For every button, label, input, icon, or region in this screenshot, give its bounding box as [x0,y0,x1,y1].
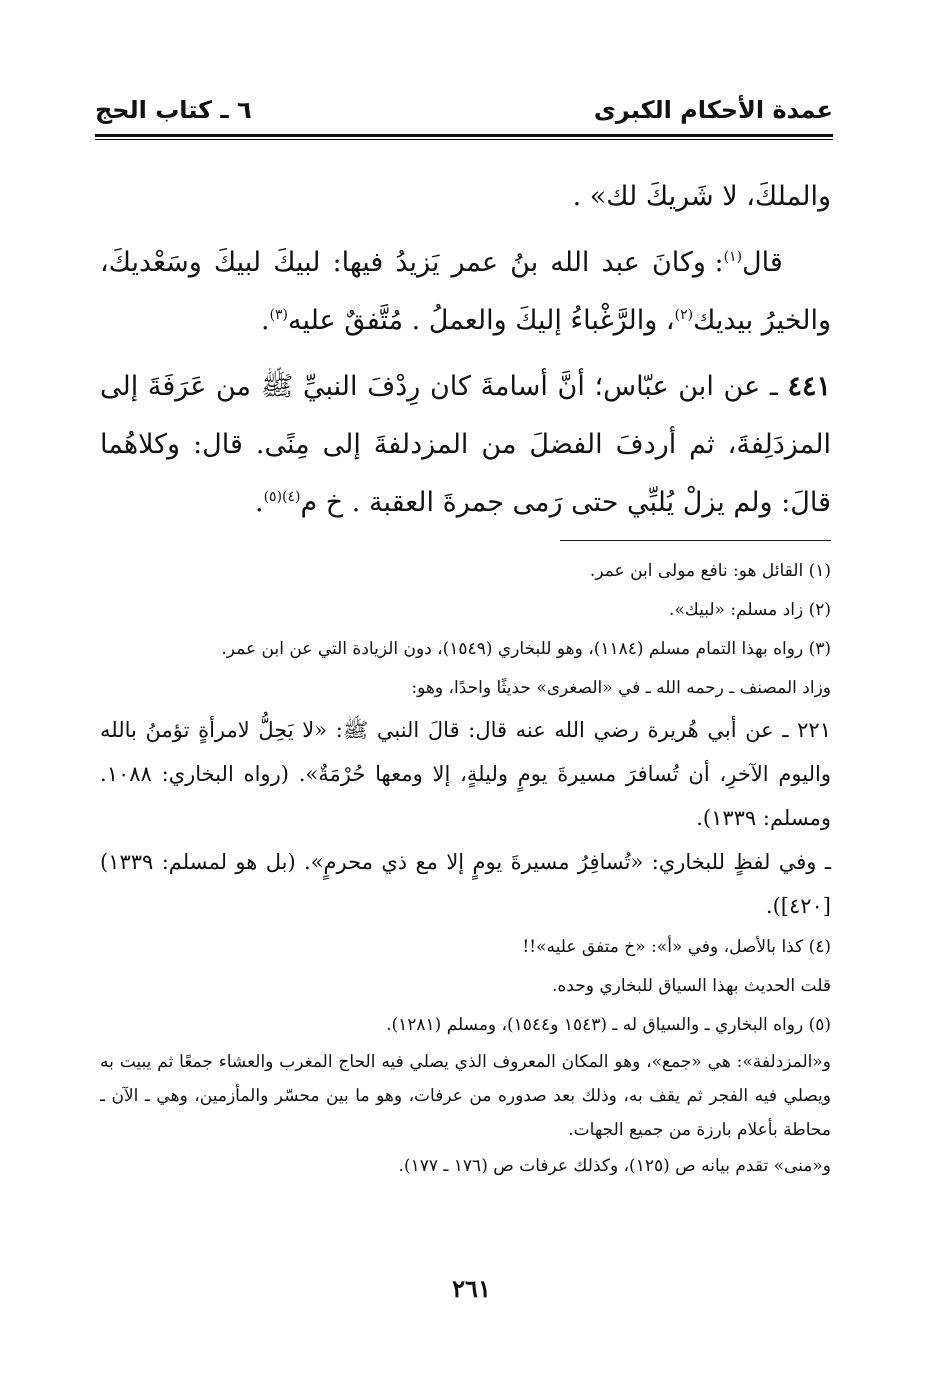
quoted-hadith-221: ٢٢١ ـ عن أبي هُريرة رضي الله عنه قال: قالَ النبي ﷺ: «لا يَحِلُّ لامرأةٍ تؤمنُ بالله واليوم الآخرِ، أن تُسافرَ مسيرةَ يومٍ وليلةٍ، إلا ومعها حُرْمَةٌ». (رواه البخاري: ١٠٨٨. ومسلم: ١٣٣٩). [100,718,831,830]
footnote-5: (٥) رواه البخاري ـ والسياق له ـ (١٥٤٣ و١٥٤٤)، ومسلم (١٢٨١). [386,1015,831,1035]
paragraph-2-text-c: ، والرَّغْباءُ إليكَ والعملُ . مُتَّفقٌ عليه [288,305,675,336]
hadith-441 [100,358,831,532]
footnote-5-mina: و«منى» تقدم بيانه ص (١٢٥)، وكذلك عرفات ص (١٧٦ ـ ١٧٧). [398,1156,831,1176]
footnote-2: (٢) زاد مسلم: «لبيك». [668,600,831,620]
page-number: ٢٦١ [452,1274,491,1303]
footnote-ref-1[interactable]: (١) [723,249,743,265]
chapter-title: ٦ ـ كتاب الحج [95,96,252,124]
paragraph-2-text-b: : وكانَ عبد الله بنُ عمر يَزيدُ فيها: لبيكَ لبيكَ وسَعْديكَ، والخيرُ بيديك [100,247,831,336]
footnote-5-muzdalifa: و«المزدلفة»: هي «جمع»، وهو المكان المعروف الذي يصلي فيه الحاج المغرب والعشاء جمعًا ثم يبيت به ويصلي فيه الفجر ثم يقف به، وذلك بعد صدوره من عرفات، وهو ما بين محسّر والمأزمين، وهي ـ الآن ـ محاطة بأعلام بارزة من جميع الجهات. [100,1052,831,1140]
footnote-3-continued: وزاد المصنف ـ رحمه الله ـ في «الصغرى» حديثًا واحدًا، وهو: [411,678,831,698]
hadith-end: . [254,487,264,518]
footnote-separator [560,540,831,541]
quoted-hadith-variant: ـ وفي لفظٍ للبخاري: «تُسافِرُ مسيرةَ يومٍ إلا مع ذي محرمٍ». (بل هو لمسلم: ١٣٣٩)[٤٢٠]). [100,850,831,918]
hadith-text: ـ عن ابن عبّاس؛ أنَّ أسامةَ كان رِدْفَ النبيِّ ﷺ من عَرَفَةَ إلى المزدَلِفةَ، ثم أردفَ الفضلَ من المزدلفةَ إلى مِنًى. قال: وكلاهُما قالَ: ولم يزلْ يُلبِّي حتى رَمى جمرةَ العقبة . خ م [100,371,831,518]
footnote-ref-4-5[interactable]: (٤)(٥) [263,489,301,505]
footnote-3: (٣) رواه بهذا التمام مسلم (١١٨٤)، وهو للبخاري (١٥٤٩)، دون الزيادة التي عن ابن عمر. [221,639,831,659]
footnote-1: (١) القائل هو: نافع مولى ابن عمر. [589,561,831,581]
paragraph-2-text-a: قال [742,247,783,278]
header-rule-thin [95,139,833,140]
book-title: عمدة الأحكام الكبرى [593,96,833,124]
footnote-ref-2[interactable]: (٢) [674,307,694,323]
quoted-hadith [100,708,831,928]
footnote-ref-3[interactable]: (٣) [269,307,288,323]
hadith-number: ٤٤١ [787,371,831,402]
paragraph-2 [100,234,831,350]
footnote-4-continued: قلت الحديث بهذا السياق للبخاري وحده. [551,976,831,996]
footnote-4: (٤) كذا بالأصل، وفي «أ»: «خ متفق عليه»!! [522,937,831,957]
paragraph-1: والملكَ، لا شَريكَ لك» . [572,181,831,212]
paragraph-2-text-d: . [260,305,270,336]
footnotes [100,552,831,1186]
main-text [100,168,831,540]
header-rule [95,134,833,137]
